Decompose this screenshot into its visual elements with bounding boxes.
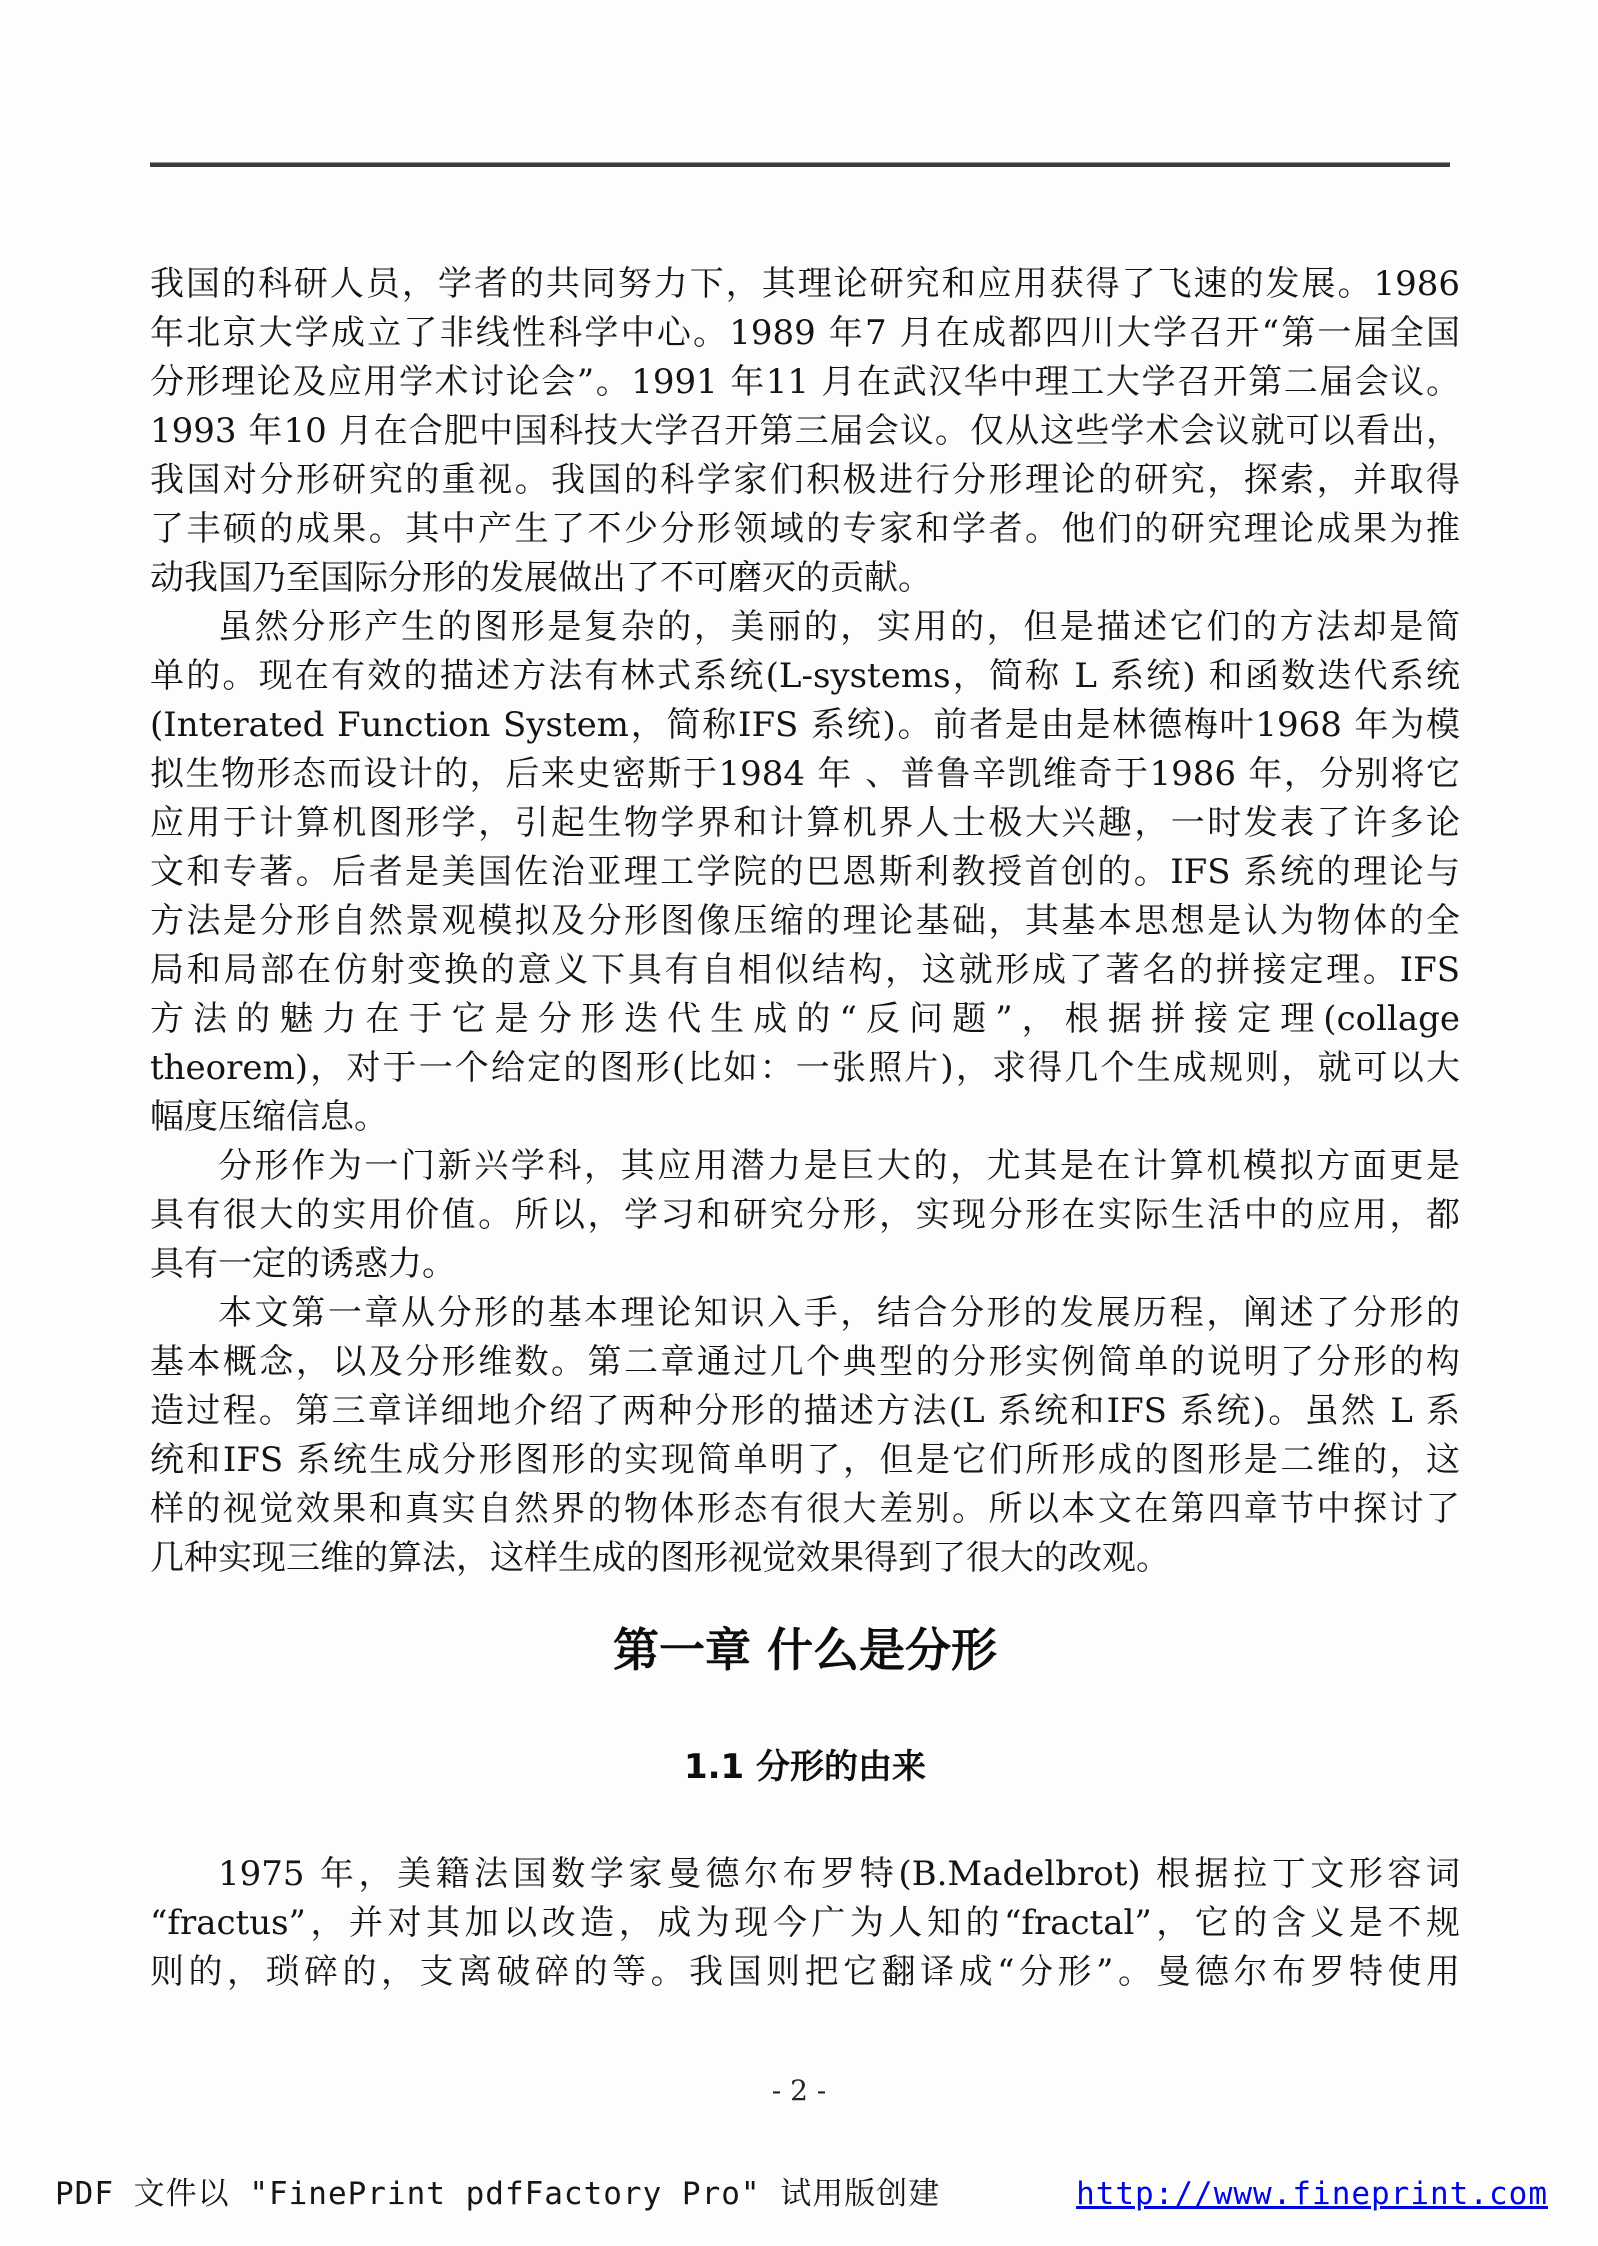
paragraph-3 xyxy=(150,1142,1460,1289)
page-number: - 2 - xyxy=(771,2074,827,2107)
text-line: 具有一定的诱惑力。 xyxy=(150,1244,456,1284)
text-line: 文和专著。后者是美国佐治亚理工学院的巴恩斯利教授首创的。IFS 系统的理论与 xyxy=(150,852,1460,892)
text-line: 1993 年10 月在合肥中国科技大学召开第三届会议。仅从这些学术会议就可以看出， xyxy=(150,411,1460,451)
text-line: 具有很大的实用价值。所以，学习和研究分形，实现分形在实际生活中的应用，都 xyxy=(150,1195,1460,1235)
text-line: 方法的魅力在于它是分形迭代生成的“反问题”，根据拼接定理(collage xyxy=(150,999,1460,1039)
text-line: 则的，琐碎的，支离破碎的等。我国则把它翻译成“分形”。曼德尔布罗特使用 xyxy=(150,1952,1460,1992)
text-line: 本文第一章从分形的基本理论知识入手，结合分形的发展历程，阐述了分形的 xyxy=(218,1293,1460,1333)
body-text xyxy=(150,260,1460,1583)
paragraph-1 xyxy=(150,260,1460,603)
text-line: 我国对分形研究的重视。我国的科学家们积极进行分形理论的研究，探索，并取得 xyxy=(150,460,1460,500)
text-line: 基本概念，以及分形维数。第二章通过几个典型的分形实例简单的说明了分形的构 xyxy=(150,1342,1460,1382)
paragraph-5 xyxy=(150,1850,1460,1997)
text-line: “fractus”，并对其加以改造，成为现今广为人知的“fractal”，它的含义是不规 xyxy=(150,1903,1460,1943)
text-line: 应用于计算机图形学，引起生物学界和计算机界人士极大兴趣，一时发表了许多论 xyxy=(150,803,1460,843)
text-line: (Interated Function System，简称IFS 系统)。前者是由是林德梅叶1968 年为模 xyxy=(150,705,1460,745)
text-line: 拟生物形态而设计的，后来史密斯于1984 年 、普鲁辛凯维奇于1986 年，分别将它 xyxy=(150,754,1460,794)
text-line: 样的视觉效果和真实自然界的物体形态有很大差别。所以本文在第四章节中探讨了 xyxy=(150,1489,1460,1529)
paragraph-2 xyxy=(150,603,1460,1142)
fineprint-link[interactable]: http://www.fineprint.com xyxy=(1076,2176,1548,2212)
text-line: 方法是分形自然景观模拟及分形图像压缩的理论基础，其基本思想是认为物体的全 xyxy=(150,901,1460,941)
text-line: 了丰硕的成果。其中产生了不少分形领域的专家和学者。他们的研究理论成果为推 xyxy=(150,509,1460,549)
text-line: 分形理论及应用学术讨论会”。1991 年11 月在武汉华中理工大学召开第二届会议。 xyxy=(150,362,1460,402)
text-line: 我国的科研人员，学者的共同努力下，其理论研究和应用获得了飞速的发展。1986 xyxy=(150,264,1460,304)
pdf-trial-notice: PDF 文件以 "FinePrint pdfFactory Pro" 试用版创建 xyxy=(55,2176,941,2212)
text-line: 造过程。第三章详细地介绍了两种分形的描述方法(L 系统和IFS 系统)。虽然 L 系 xyxy=(150,1391,1460,1431)
text-line: 统和IFS 系统生成分形图形的实现简单明了，但是它们所形成的图形是二维的，这 xyxy=(150,1440,1460,1480)
footer-bar xyxy=(55,2172,1548,2216)
header-rule xyxy=(150,162,1450,167)
text-line: 1975 年，美籍法国数学家曼德尔布罗特(B.Madelbrot) 根据拉丁文形容词 xyxy=(218,1854,1460,1894)
chapter-heading: 第一章 什么是分形 xyxy=(612,1623,997,1677)
text-line: 分形作为一门新兴学科，其应用潜力是巨大的，尤其是在计算机模拟方面更是 xyxy=(218,1146,1460,1186)
paragraph-4 xyxy=(150,1289,1460,1583)
text-line: 虽然分形产生的图形是复杂的，美丽的，实用的，但是描述它们的方法却是简 xyxy=(218,607,1460,647)
text-line: 几种实现三维的算法，这样生成的图形视觉效果得到了很大的改观。 xyxy=(150,1538,1170,1578)
section-heading: 1.1 分形的由来 xyxy=(683,1747,927,1787)
text-line: 单的。现在有效的描述方法有林式系统(L-systems，简称 L 系统) 和函数迭代系统 xyxy=(150,656,1460,696)
text-line: theorem)，对于一个给定的图形(比如：一张照片)，求得几个生成规则，就可以大 xyxy=(150,1048,1460,1088)
text-line: 年北京大学成立了非线性科学中心。1989 年7 月在成都四川大学召开“第一届全国 xyxy=(150,313,1460,353)
text-line: 动我国乃至国际分形的发展做出了不可磨灭的贡献。 xyxy=(150,558,932,598)
text-line: 幅度压缩信息。 xyxy=(150,1097,388,1137)
text-line: 局和局部在仿射变换的意义下具有自相似结构，这就形成了著名的拼接定理。IFS xyxy=(150,950,1460,990)
